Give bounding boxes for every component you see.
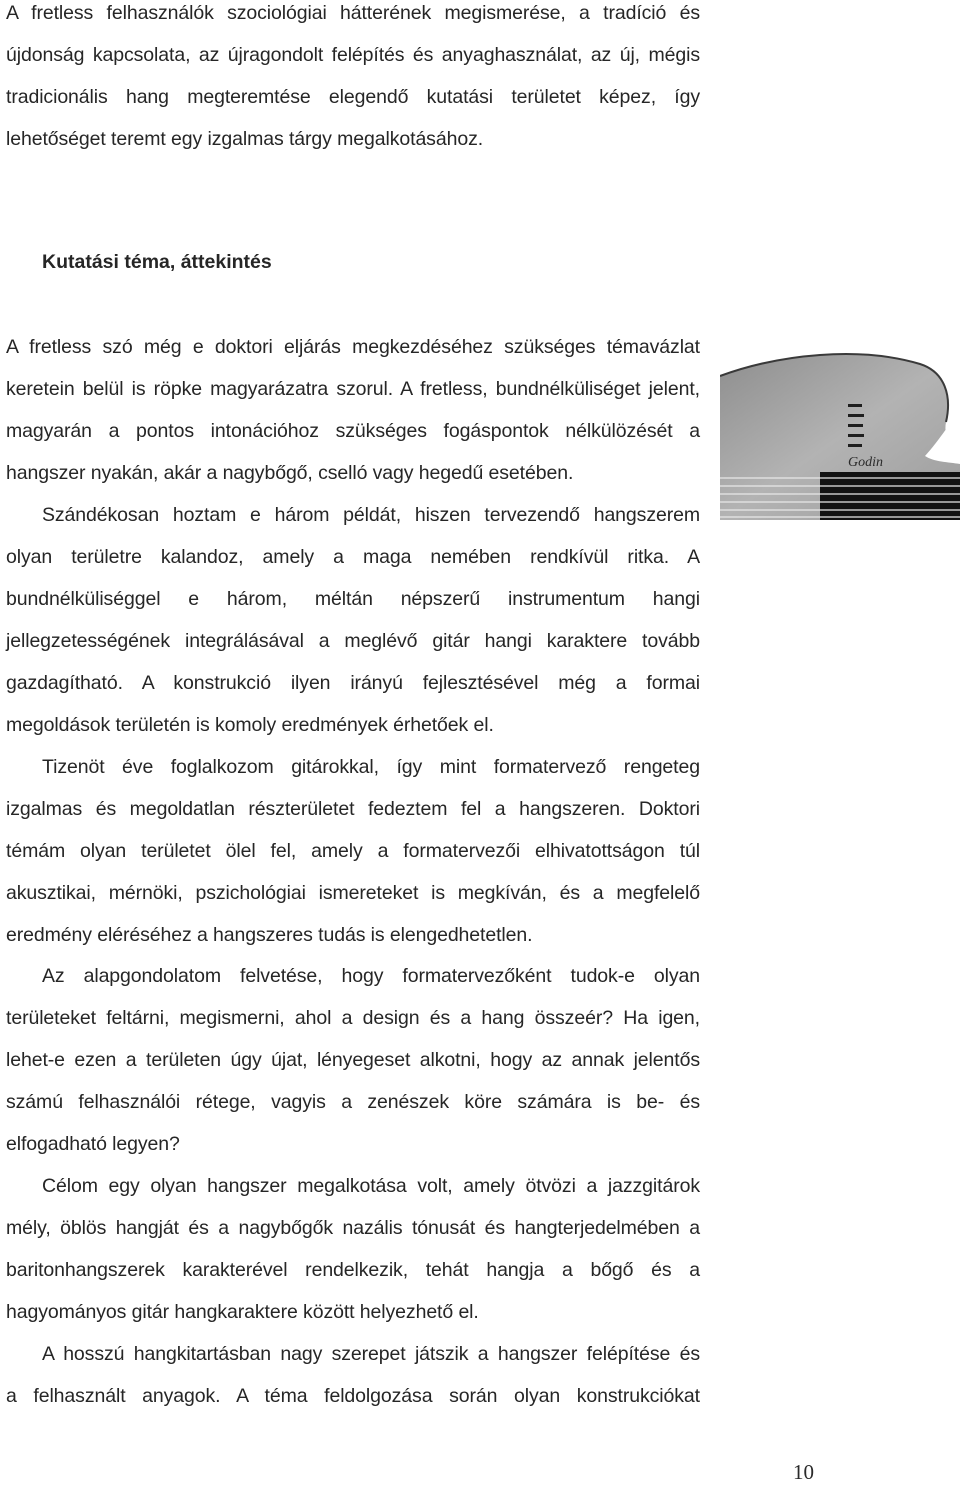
text-line: izgalmas és megoldatlan részterületet fedeztem fel a hangszeren. Doktori [6, 798, 700, 820]
text-line: lehet-e ezen a területen úgy újat, lényegeset alkotni, hogy az annak jelentős [6, 1049, 700, 1071]
paragraph-alapgondolat [6, 955, 700, 1165]
paragraph-tizenot [6, 746, 700, 956]
text-line: számú felhasználói rétege, vagyis a zenészek köre számára is be- és [6, 1091, 700, 1113]
guitar-body-photo [720, 344, 960, 520]
text-line: jellegzetességének integrálásával a meglévő gitár hangi karaktere tovább [6, 630, 700, 652]
paragraph-intro [6, 0, 700, 160]
text-line: újdonság kapcsolata, az újragondolt felépítés és anyaghasználat, az új, mégis [6, 44, 700, 66]
paragraph-fretless [6, 326, 700, 494]
paragraph-celom [6, 1165, 700, 1333]
text-line: baritonhangszerek karakterével rendelkezik, tehát hangja a bőgő és a [6, 1259, 700, 1281]
text-line: elfogadható legyen? [6, 1133, 180, 1155]
fretboard [820, 472, 960, 520]
text-line: A fretless szó még e doktori eljárás megkezdéséhez szükséges témavázlat [6, 336, 700, 358]
page-number: 10 [793, 1460, 814, 1484]
text-line: olyan területre kalandoz, amely a maga nemében rendkívül ritka. A [6, 546, 700, 568]
text-line: megoldások területén is komoly eredmények érhetőek el. [6, 714, 494, 736]
text-line: lehetőséget teremt egy izgalmas tárgy megalkotásához. [6, 128, 484, 150]
text-line: bundnélküliséggel e három, méltán népszerű instrumentum hangi [6, 588, 700, 610]
paragraph-szandekosan [6, 494, 700, 746]
text-line: keretein belül is röpke magyarázatra szorul. A fretless, bundnélküliséget jelent, [6, 378, 700, 400]
text-line: akusztikai, mérnöki, pszichológiai ismereteket is megkíván, és a megfelelő [6, 882, 700, 904]
text-line: Szándékosan hoztam e három példát, hiszen tervezendő hangszerem [42, 504, 700, 526]
text-line: Célom egy olyan hangszer megalkotása volt, amely ötvözi a jazzgitárok [42, 1175, 700, 1197]
guitar-body-photo-icon [720, 344, 960, 520]
text-line: eredmény eléréséhez a hangszeres tudás is elengedhetetlen. [6, 924, 533, 946]
slider-mark [848, 404, 862, 407]
slider-mark [848, 444, 862, 447]
text-line: magyarán a pontos intonációhoz szükséges fogáspontok nélkülözését a [6, 420, 700, 442]
text-line: gazdagítható. A konstrukció ilyen irányú fejlesztésével még a formai [6, 672, 700, 694]
text-line: hagyományos gitár hangkaraktere között helyezhető el. [6, 1301, 479, 1323]
section-heading: Kutatási téma, áttekintés [42, 251, 272, 273]
text-line: a felhasznált anyagok. A téma feldolgozása során olyan konstrukciókat [6, 1385, 700, 1407]
text-line: hangszer nyakán, akár a nagybőgő, cselló vagy hegedű esetében. [6, 462, 574, 484]
text-line: témám olyan területet ölel fel, amely a formatervezői elhivatottságon túl [6, 840, 700, 862]
text-line: területeket feltárni, megismerni, ahol a design és a hang összeér? Ha igen, [6, 1007, 700, 1029]
slider-mark [848, 414, 864, 417]
text-line: tradicionális hang megteremtése elegendő kutatási területet képez, így [6, 86, 700, 108]
brand-signature: Godin [848, 455, 883, 470]
text-line: A fretless felhasználók szociológiai hátterének megismerése, a tradíció és [6, 2, 700, 24]
slider-mark [848, 424, 863, 427]
text-line: mély, öblös hangját és a nagybőgők nazális tónusát és hangterjedelmében a [6, 1217, 700, 1239]
paragraph-hosszu [6, 1333, 700, 1417]
slider-mark [848, 434, 864, 437]
text-line: A hosszú hangkitartásban nagy szerepet játszik a hangszer felépítése és [42, 1343, 700, 1365]
text-line: Tizenöt éve foglalkozom gitárokkal, így mint formatervező rengeteg [42, 756, 700, 778]
text-line: Az alapgondolatom felvetése, hogy formatervezőként tudok-e olyan [42, 965, 700, 987]
